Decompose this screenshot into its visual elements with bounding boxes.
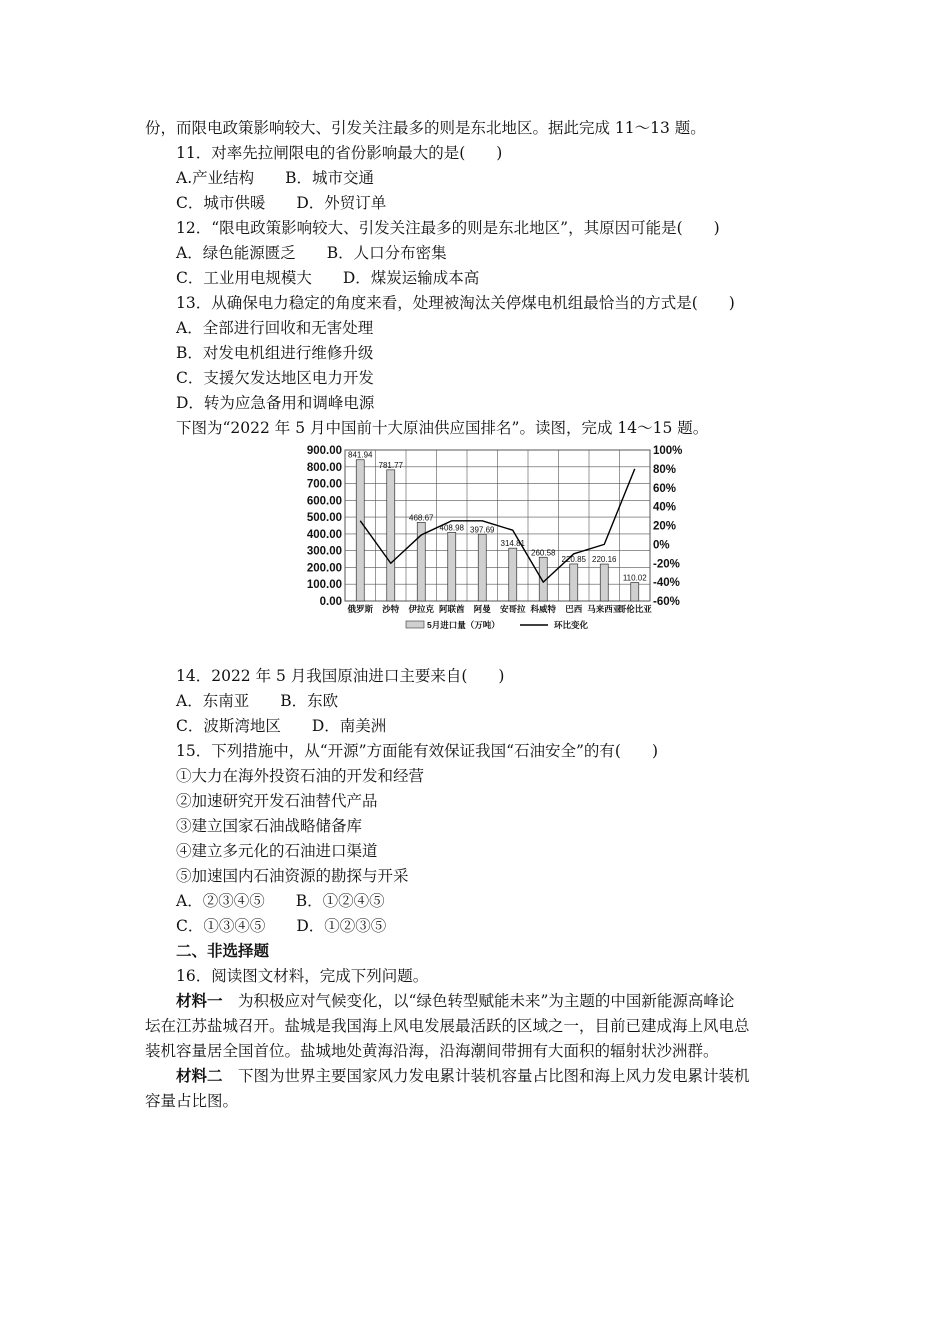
question-15-options-cd: C．①③④⑤ D．①②③⑤ [176,917,387,935]
material-2-first-line [176,1066,750,1086]
question-15: 15．下列措施中，从“开源”方面能有效保证我国“石油安全”的有( ) [176,742,659,760]
question-13-option-b: B．对发电机组进行维修升级 [176,344,374,362]
bar-data-label: 220.16 [592,555,617,565]
question-13-option-c: C．支援欠发达地区电力开发 [176,369,374,387]
legend-bar-label: 5月进口量（万吨） [427,620,500,630]
question-14-options-cd: C．波斯湾地区 D．南美洲 [176,717,387,735]
material-1-label: 材料一 [176,991,223,1010]
y-tick-label: 0.00 [319,596,342,608]
bar-安哥拉 [509,548,517,601]
y2-tick-label: -40% [653,577,680,590]
bar-俄罗斯 [356,460,364,601]
intro-text: 份，而限电政策影响较大、引发关注最多的则是东北地区。据此完成 11～13 题。 [145,119,706,137]
figure-intro: 下图为“2022 年 5 月中国前十大原油供应国排名”。读图，完成 14～15 题。 [176,419,709,437]
section-heading: 二、非选择题 [176,941,270,960]
bar-data-label: 110.02 [622,573,647,583]
question-12-options-cd: C．工业用电规模大 D．煤炭运输成本高 [176,269,480,287]
y2-tick-label: -60% [653,596,680,608]
bar-阿联酋 [448,532,456,601]
category-label: 巴西 [565,604,583,614]
material-1-line-3: 装机容量居全国首位。盐城地处黄海沿海，沿海潮间带拥有大面积的辐射状沙洲群。 [145,1042,719,1060]
question-15-options-ab: A．②③④⑤ B．①②④⑤ [176,892,385,910]
question-15-item-5: ⑤加速国内石油资源的勘探与开采 [176,867,409,885]
category-label: 阿联酋 [438,604,465,614]
bar-阿曼 [478,534,486,601]
bar-data-label: 314.81 [500,539,525,549]
y-tick-label: 400.00 [306,528,342,541]
bar-data-label: 468.67 [409,513,434,523]
y2-tick-label: 80% [653,463,677,476]
category-label: 安哥拉 [499,604,526,614]
question-14: 14．2022 年 5 月我国原油进口主要来自( ) [176,667,505,685]
y-tick-label: 300.00 [306,545,342,558]
bar-巴西 [570,564,578,601]
y-tick-label: 900.00 [306,445,342,457]
bar-data-label: 397.69 [470,525,495,535]
bar-哥伦比亚 [631,583,639,601]
question-13-option-d: D．转为应急备用和调峰电源 [176,394,375,412]
bar-data-label: 260.58 [531,548,556,558]
oil-import-chart [290,438,690,638]
bar-data-label: 408.98 [439,523,464,533]
category-label: 马来西亚 [587,604,622,614]
question-13-option-a: A．全部进行回收和无害处理 [176,319,374,337]
category-label: 俄罗斯 [347,604,374,614]
question-16: 16．阅读图文材料，完成下列问题。 [176,967,429,985]
category-label: 沙特 [382,604,400,614]
question-15-item-3: ③建立国家石油战略储备库 [176,817,363,835]
y-tick-label: 500.00 [306,512,342,525]
question-11-options-ab: A.产业结构 B．城市交通 [176,169,375,187]
category-label: 阿曼 [473,604,491,614]
y2-tick-label: 100% [653,445,683,457]
category-label: 哥伦比亚 [617,604,652,614]
question-15-item-1: ①大力在海外投资石油的开发和经营 [176,767,425,785]
y-tick-label: 800.00 [306,461,342,474]
material-1-first-line [176,991,734,1011]
bar-data-label: 781.77 [378,460,403,470]
material-1-line-1: 为积极应对气候变化，以“绿色转型赋能未来”为主题的中国新能源高峰论 [238,992,735,1010]
y-tick-label: 200.00 [306,562,342,575]
question-12: 12．“限电政策影响较大、引发关注最多的则是东北地区”，其原因可能是( ) [176,219,720,237]
question-15-item-4: ④建立多元化的石油进口渠道 [176,842,378,860]
y-tick-label: 100.00 [306,579,342,592]
bar-data-label: 220.85 [561,554,586,564]
question-11-options-cd: C．城市供暖 D．外贸订单 [176,194,387,212]
y2-tick-label: 60% [653,482,677,495]
question-15-item-2: ②加速研究开发石油替代产品 [176,792,378,810]
question-11: 11．对率先拉闸限电的省份影响最大的是( ) [176,144,503,162]
y-tick-label: 600.00 [306,495,342,508]
category-label: 伊拉克 [408,604,435,614]
y2-tick-label: -20% [653,558,680,571]
material-2-label: 材料二 [176,1066,223,1085]
bar-马来西亚 [600,564,608,601]
question-14-options-ab: A．东南亚 B．东欧 [176,692,339,710]
bar-沙特 [387,470,395,601]
category-label: 科威特 [530,604,557,614]
y2-tick-label: 20% [653,520,677,533]
y-tick-label: 700.00 [306,478,342,491]
bar-data-label: 841.94 [348,450,373,460]
legend-bar-swatch [406,621,424,628]
material-2-line-2: 容量占比图。 [145,1092,239,1110]
question-12-options-ab: A．绿色能源匮乏 B．人口分布密集 [176,244,447,262]
material-2-line-1: 下图为世界主要国家风力发电累计装机容量占比图和海上风力发电累计装机 [238,1067,750,1085]
question-13: 13．从确保电力稳定的角度来看，处理被淘汰关停煤电机组最恰当的方式是( ) [176,294,735,312]
material-1-line-2: 坛在江苏盐城召开。盐城是我国海上风电发展最活跃的区域之一，目前已建成海上风电总 [145,1017,750,1035]
y2-tick-label: 40% [653,501,677,514]
legend-line-label: 环比变化 [554,620,589,630]
y2-tick-label: 0% [653,539,670,552]
